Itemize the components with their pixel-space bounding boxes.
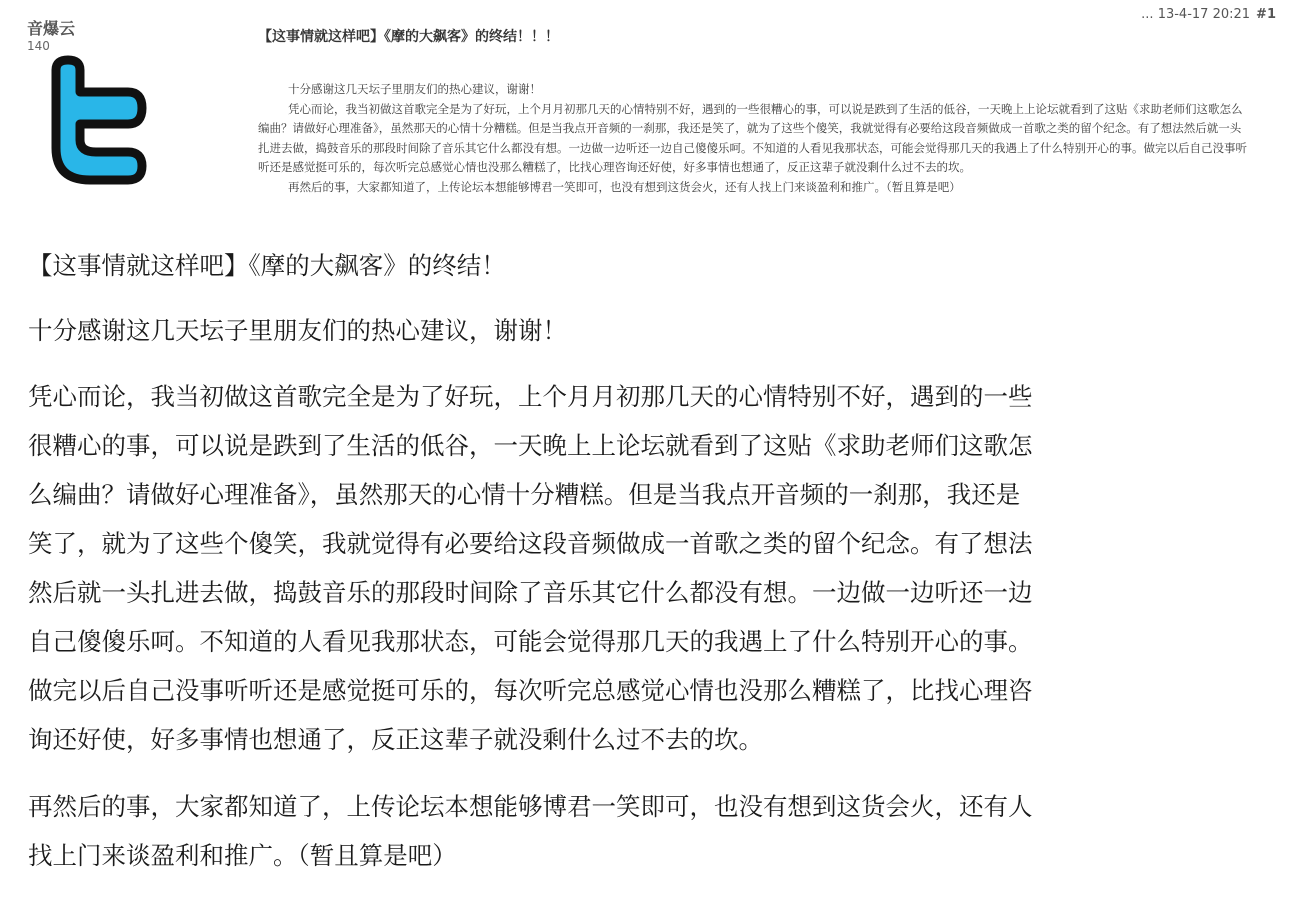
- post-thanks: 十分感谢这几天坛子里朋友们的热心建议，谢谢！: [288, 82, 541, 96]
- forum-post-screenshot: [0, 0, 1294, 240]
- post-end-paragraph: 再然后的事，大家都知道了，上传论坛本想能够博君一笑即可，也没有想到这货会火，还有人找上门来谈盈利和推广。（暂且算是吧）: [288, 179, 961, 194]
- post-date: ... 13-4-17 20:21: [1141, 7, 1251, 22]
- post-title: 【这事情就这样吧】《摩的大飙客》的终结！！！: [258, 29, 559, 45]
- zoomed-thanks: [28, 313, 1268, 349]
- post-floor[interactable]: #1: [1256, 7, 1276, 22]
- zoomed-thanks-text: 十分感谢这几天坛子里朋友们的热心建议，谢谢！: [28, 316, 567, 345]
- zoomed-main-line: 自己傻傻乐呵。不知道的人看见我那状态，可能会觉得那几天的我遇上了什么特别开心的事。: [28, 627, 1033, 656]
- username[interactable]: 音爆云: [27, 19, 76, 38]
- zoomed-end-line: 再然后的事，大家都知道了，上传论坛本想能够博君一笑即可，也没有想到这货会火，还有人: [28, 792, 1033, 821]
- twitter-t-avatar-icon[interactable]: [42, 54, 150, 186]
- zoomed-title: [28, 248, 1268, 284]
- zoomed-main-line: 然后就一头扎进去做，捣鼓音乐的那段时间除了音乐其它什么都没有想。一边做一边听还一边: [28, 578, 1033, 607]
- zoomed-main-line: 么编曲？请做好心理准备》，虽然那天的心情十分糟糕。但是当我点开音频的一刹那，我还是: [28, 480, 1021, 509]
- zoomed-main-line: 笑了，就为了这些个傻笑，我就觉得有必要给这段音频做成一首歌之类的留个纪念。有了想法: [28, 529, 1033, 558]
- post-main-paragraph: 凭心而论，我当初做这首歌完全是为了好玩，上个月月初那几天的心情特别不好，遇到的一些很糟心的事，可以说是跌到了生活的低谷，一天晚上上论坛就看到了这贴《求助老师们这歌怎么编曲？请做好心理准备》，虽然那天的心情十分糟糕。但是当我点开音频的一刹那，我还是笑了，就为了这些个傻笑，我就觉得有必要给这段音频做成一首歌之类的留个纪念。有了想法然后就一头扎进去做，捣鼓音乐的那段时间除了音乐其它什么都没有想。一边做一边听还一边自己傻傻乐呵。不知道的人看见我那状态，可能会觉得那几天的我遇上了什么特别开心的事。做完以后自己没事听听还是感觉挺可乐的，每次听完总感觉心情也没那么糟糕了，比找心理咨询还好使，好多事情也想通了，反正这辈子就没剩什么过不去的坎。: [258, 101, 1247, 174]
- zoomed-title-text: 【这事情就这样吧】《摩的大飙客》的终结！: [28, 251, 506, 280]
- user-post-count: 140: [27, 39, 50, 53]
- zoomed-main-paragraph: [28, 372, 1268, 764]
- zoomed-main-line: 凭心而论，我当初做这首歌完全是为了好玩，上个月月初那几天的心情特别不好，遇到的一些: [28, 382, 1033, 411]
- zoomed-main-line: 询还好使，好多事情也想通了，反正这辈子就没剩什么过不去的坎。: [28, 725, 763, 754]
- post-body: [258, 80, 1248, 197]
- zoomed-end-paragraph: [28, 782, 1268, 880]
- zoomed-main-line: 做完以后自己没事听听还是感觉挺可乐的，每次听完总感觉心情也没那么糟糕了，比找心理咨: [28, 676, 1033, 705]
- zoomed-main-line: 很糟心的事，可以说是跌到了生活的低谷，一天晚上上论坛就看到了这贴《求助老师们这歌怎: [28, 431, 1033, 460]
- post-meta: [1141, 7, 1276, 22]
- zoomed-end-line: 找上门来谈盈利和推广。（暂且算是吧）: [28, 841, 457, 870]
